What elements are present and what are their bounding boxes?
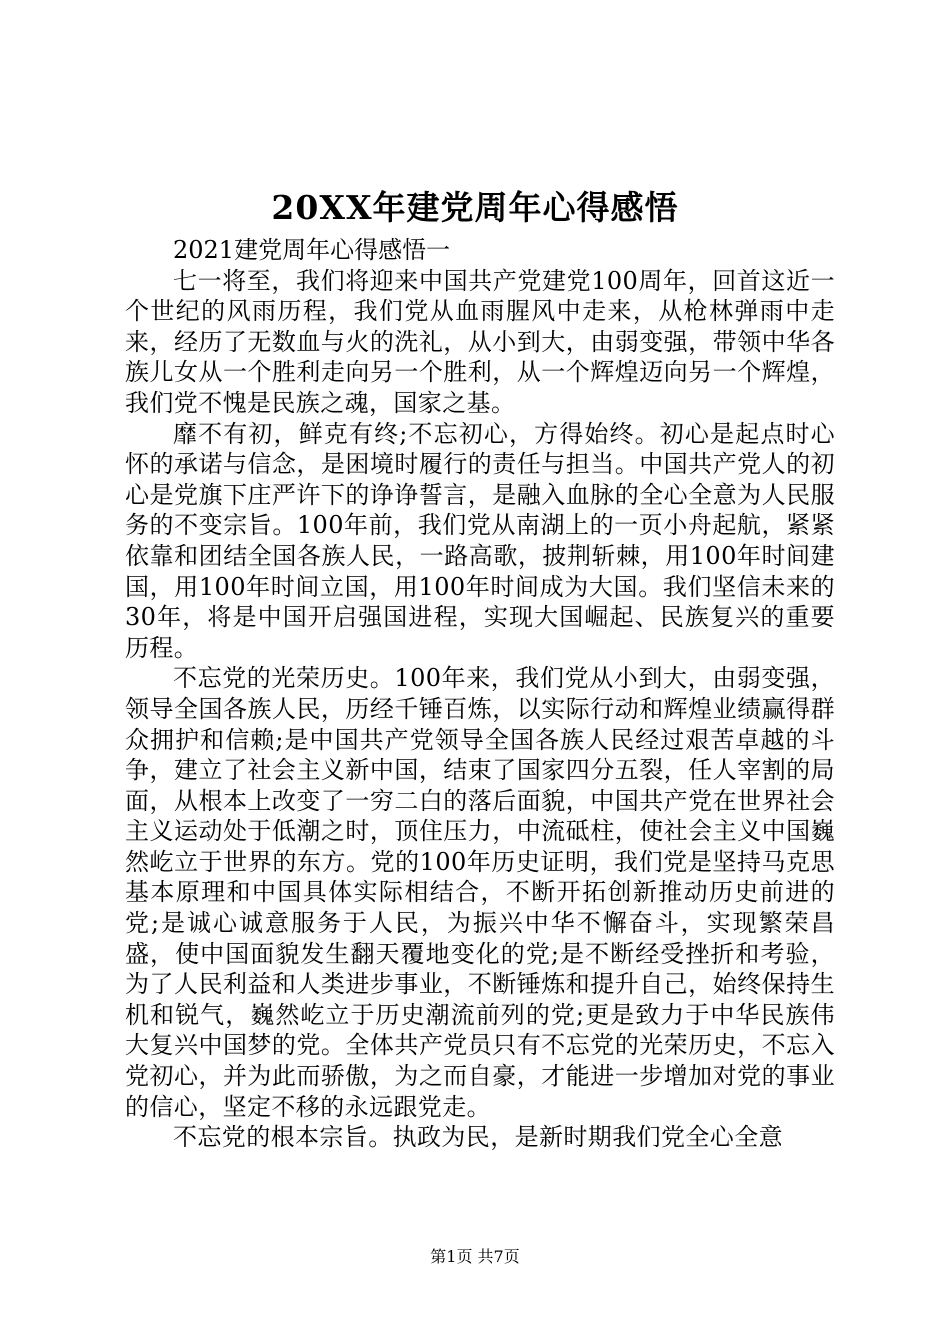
section-subtitle: 2021建党周年心得感悟一	[173, 236, 451, 264]
paragraph-2: 靡不有初，鲜克有终;不忘初心，方得始终。初心是起点时心怀的承诺与信念，是困境时履行的责任与担当。中国共产党人的初心是党旗下庄严许下的诤诤誓言，是融入血脉的全心全意为人民服务的不变宗旨。100年前，我们党从南湖上的一页小舟起航，紧紧依靠和团结全国各族人民，一路高歌，披荆斩棘，用100年时间建国，用100年时间立国，用100年时间成为大国。我们坚信未来的30年，将是中国开启强国进程，实现大国崛起、民族复兴的重要历程。	[125, 419, 835, 662]
document-title: 20XX年建党周年心得感悟	[271, 188, 679, 227]
page-footer: 第1页 共7页	[430, 1247, 520, 1266]
paragraph-3: 不忘党的光荣历史。100年来，我们党从小到大，由弱变强，领导全国各族人民，历经千锤百炼，以实际行动和辉煌业绩赢得群众拥护和信赖;是中国共产党领导全国各族人民经过艰苦卓越的斗争，建立了社会主义新中国，结束了国家四分五裂，任人宰割的局面，从根本上改变了一穷二白的落后面貌，中国共产党在世界社会主义运动处于低潮之时，顶住压力，中流砥柱，使社会主义中国巍然屹立于世界的东方。党的100年历史证明，我们党是坚持马克思基本原理和中国具体实际相结合，不断开拓创新推动历史前进的党;是诚心诚意服务于人民，为振兴中华不懈奋斗，实现繁荣昌盛，使中国面貌发生翻天覆地变化的党;是不断经受挫折和考验，为了人民利益和人类进步事业，不断锤炼和提升自己，始终保持生机和锐气，巍然屹立于历史潮流前列的党;更是致力于中华民族伟大复兴中国梦的党。全体共产党员只有不忘党的光荣历史，不忘入党初心，并为此而骄傲，为之而自豪，才能进一步增加对党的事业的信心，坚定不移的永远跟党走。	[125, 664, 835, 1121]
paragraph-1: 七一将至，我们将迎来中国共产党建党100周年，回首这近一个世纪的风雨历程，我们党从血雨腥风中走来，从枪林弹雨中走来，经历了无数血与火的洗礼，从小到大，由弱变强，带领中华各族儿女从一个胜利走向另一个胜利，从一个辉煌迈向另一个辉煌，我们党不愧是民族之魂，国家之基。	[125, 266, 835, 417]
paragraph-4: 不忘党的根本宗旨。执政为民，是新时期我们党全心全意	[173, 1123, 783, 1152]
document-body	[125, 235, 835, 1153]
